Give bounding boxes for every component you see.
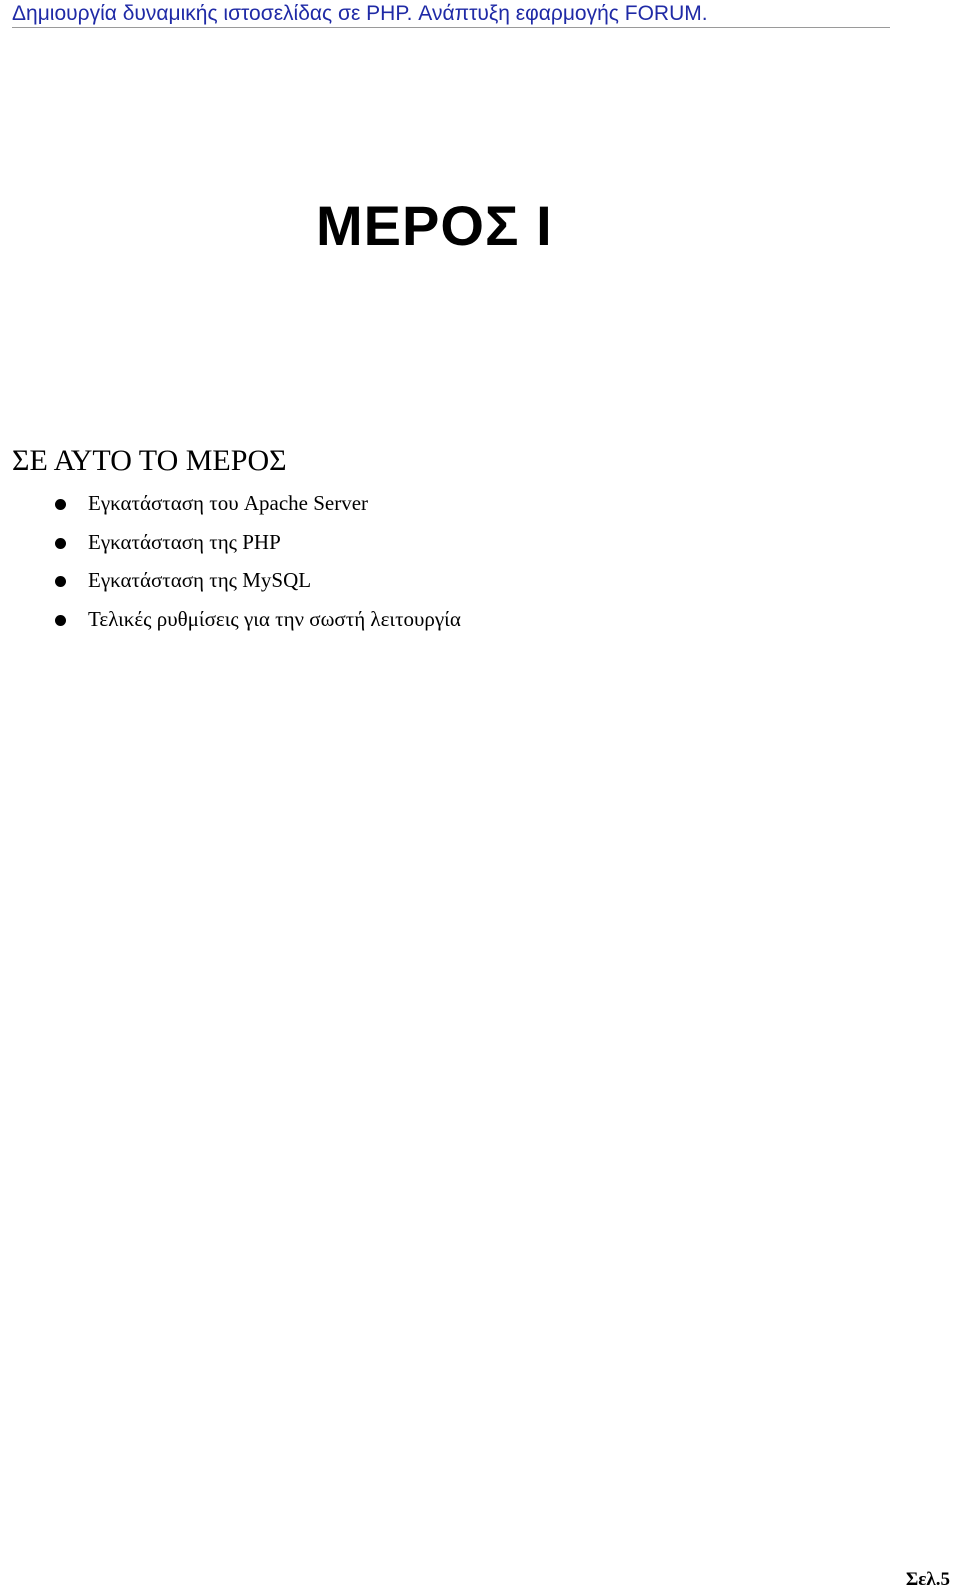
bullet-icon [55, 576, 66, 587]
running-header-title: Δημιουργία δυναμικής ιστοσελίδας σε PHP. Ανάπτυξη εφαρμογής FORUM. [12, 2, 708, 25]
list-item-text: Εγκατάσταση της MySQL [88, 568, 312, 592]
list-item-text: Τελικές ρυθμίσεις για την σωστή λειτουργία [88, 606, 461, 631]
page-number: Σελ.5 [905, 1569, 950, 1590]
section-heading: ΣΕ ΑΥΤΟ ΤΟ ΜΕΡΟΣ [12, 444, 287, 477]
list-item-text: Εγκατάσταση της PHP [88, 529, 281, 554]
list-item-text: Εγκατάσταση του Apache Server [88, 491, 369, 515]
part-title: ΜΕΡΟΣ Ι [316, 194, 553, 257]
bullet-icon [55, 615, 66, 626]
bullet-icon [55, 499, 66, 510]
bullet-icon [55, 538, 66, 549]
running-header [12, 2, 890, 28]
